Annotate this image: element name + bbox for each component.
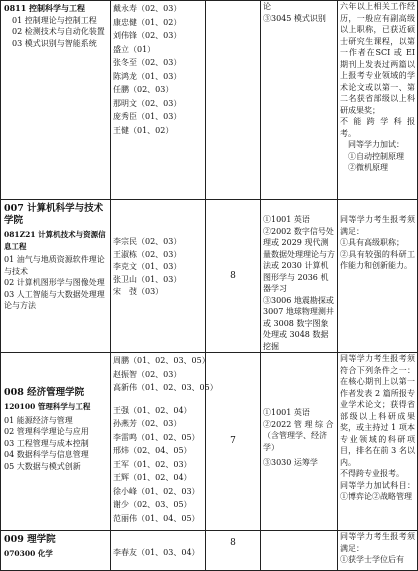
table-row xyxy=(1,1,418,200)
advisor-cell xyxy=(111,1,206,200)
requirements-cell xyxy=(338,200,418,353)
research-direction: 03 人工智能与大数据处理理论与方法 xyxy=(4,289,105,310)
requirement-text: 同等学力考生报考须满足： xyxy=(340,532,415,553)
advisor-name: 戴永寿（02、03） xyxy=(113,4,182,13)
department-cell xyxy=(1,353,111,531)
table-row xyxy=(1,200,418,353)
major-code: 120100 管理科学与工程 xyxy=(4,402,91,411)
enrollment-count: 7 xyxy=(206,353,261,531)
exam-subjects-cell xyxy=(261,200,338,353)
advisor-name: 徐小峰（01、02、03） xyxy=(113,486,200,496)
advisor-name: 张冬至（02、03） xyxy=(113,58,182,67)
research-direction: 02 管理科学理论与应用 xyxy=(4,427,89,436)
advisor-name: 王健（01、02） xyxy=(113,125,174,135)
requirement-text: 同等学力考生报考须满足： xyxy=(340,215,415,236)
advisor-name: 盛立（01） xyxy=(113,44,156,54)
advisor-name: 赵振智（02、03） xyxy=(113,369,182,379)
exam-subject: ②2022 管 理 综 合（含管理学、经济学） xyxy=(263,419,334,452)
research-direction: 04 数据科学与信息管理 xyxy=(4,450,89,459)
major-code: 070300 化学 xyxy=(4,549,53,558)
requirement-text: 六年以上相关工作经历，一般应有副高级以上职称，已获近硕士研究生课程，以第一作者在SCI 或 EI 期刊上发表过两篇以上报考专业领域的学术论文或以第一、第二名获省部级以上科研成果奖； xyxy=(340,2,415,115)
advisor-name: 康忠健（01、02） xyxy=(113,17,182,27)
advisor-name: 谢少（02、03、05） xyxy=(113,500,192,509)
requirement-text: ②微机原理 xyxy=(348,163,388,172)
table-row xyxy=(1,531,418,571)
exam-subject: ①1001 英语 xyxy=(263,215,310,224)
advisor-name: 王军（01、02、03） xyxy=(113,459,192,469)
advisor-name: 王辉（01、02、04） xyxy=(113,473,192,482)
department-cell xyxy=(1,1,111,200)
research-direction: 03 模式识别与智能系统 xyxy=(12,38,97,48)
research-direction: 01 控制理论与控制工程 xyxy=(12,15,97,25)
advisor-name: 邢炜（02、04、05） xyxy=(113,446,192,455)
advisor-name: 李春友（01、03、04） xyxy=(113,548,200,557)
exam-subject: ①1001 英语 xyxy=(263,408,310,417)
advisor-name: 庞秀臣（01、03） xyxy=(113,112,182,121)
advisor-name: 李宗民（02、03） xyxy=(113,237,182,246)
enrollment-count xyxy=(206,1,261,200)
advisor-cell xyxy=(111,531,206,571)
advisor-name: 王强（01、02、04） xyxy=(113,405,192,415)
research-direction: 02 检测技术与自动化装置 xyxy=(12,27,105,36)
advisor-name: 周鹏（01、02、03、05） xyxy=(113,356,210,365)
research-direction: 03 工程管理与成本控制 xyxy=(4,438,89,448)
exam-subject: ②2002 数字信号处理或 2029 现代测量数据处理理论与方法或 2030 计算机图形学与 2036 机器学习 xyxy=(263,226,335,293)
department-cell xyxy=(1,200,111,353)
advisor-name: 高新伟（01、02、03、05） xyxy=(113,383,218,392)
requirement-text: ①获学士学位后有 xyxy=(340,555,404,564)
major-title: 0811 控制科学与工程 xyxy=(4,3,86,13)
requirement-text: 同等学力加试科目：①博弈论②战略管理 xyxy=(340,480,415,501)
enrollment-count: 8 xyxy=(206,531,261,571)
exam-subjects-cell xyxy=(261,353,338,531)
requirement-text: 同等学力考生报考须符合下列条件之一：在核心期刊上以第一作者发表 2 篇所报专业学术论文；获得省部级以上科研成果奖，或主持过 1 项本专业领域的科研项目，排名在前 3 名以内。 xyxy=(340,354,415,467)
department-title: 007 计算机科学与技术学院 xyxy=(4,203,104,226)
advisor-name: 范丽伟（01、04、05） xyxy=(113,513,200,523)
exam-subjects-cell xyxy=(261,1,338,200)
advisor-cell xyxy=(111,353,218,531)
advisor-name: 王淑栋（02、03） xyxy=(113,249,182,259)
exam-subject: ③3006 地震勘探或 3007 地球物理测井或 3008 数字图象处理或 3048 数据挖掘 xyxy=(263,295,334,351)
research-direction: 05 大数据与模式创新 xyxy=(4,461,81,471)
requirements-cell xyxy=(338,1,418,200)
advisor-name: 张卫山（01、03） xyxy=(113,274,182,284)
exam-subject: ③3030 运筹学 xyxy=(263,458,318,467)
exam-subject: 论 xyxy=(263,2,271,11)
advisor-name: 那明文（02、03） xyxy=(113,98,182,108)
requirement-text: ①具有高级职称； xyxy=(340,238,404,247)
table-row xyxy=(1,353,418,531)
department-title: 009 理学院 xyxy=(4,534,56,545)
requirement-text: ①自动控制原理 xyxy=(348,151,404,161)
enrollment-count: 8 xyxy=(206,200,261,353)
requirement-text: 不得跨专业报考。 xyxy=(340,469,404,478)
advisor-name: 任鹏（02、03） xyxy=(113,85,174,94)
department-cell xyxy=(1,531,111,571)
advisor-cell xyxy=(111,200,206,353)
major-code: 081Z21 计算机技术与资源信息工程 xyxy=(4,230,106,251)
research-direction: 01 能源经济与管理 xyxy=(4,415,73,425)
advisor-name: 李克文（01、03） xyxy=(113,262,182,271)
requirement-text: 不 能 跨 学 科 报 考。 xyxy=(340,117,415,138)
research-direction: 01 油气与地质资源软件理论与技术 xyxy=(4,255,105,276)
requirements-cell xyxy=(338,531,418,571)
exam-subjects-cell xyxy=(261,531,338,571)
advisor-name: 李雷鸣（01、02、05） xyxy=(113,432,200,442)
advisor-name: 刘伟锋（02、03） xyxy=(113,31,182,40)
requirements-cell xyxy=(338,353,418,531)
department-title: 008 经济管理学院 xyxy=(4,387,85,398)
requirement-text: ②具有较强的科研工作能力和创新能力。 xyxy=(340,249,415,270)
advisor-name: 宋 弢（03） xyxy=(113,287,164,296)
requirement-text: 同等学力加试： xyxy=(348,140,404,149)
advisor-name: 孙燕芳（02、03） xyxy=(113,419,182,428)
research-direction: 02 计算机图形学与图像处理 xyxy=(4,278,105,287)
advisor-name: 陈鸿龙（01、03） xyxy=(113,71,182,81)
exam-subject: ③3045 模式识别 xyxy=(263,13,326,23)
